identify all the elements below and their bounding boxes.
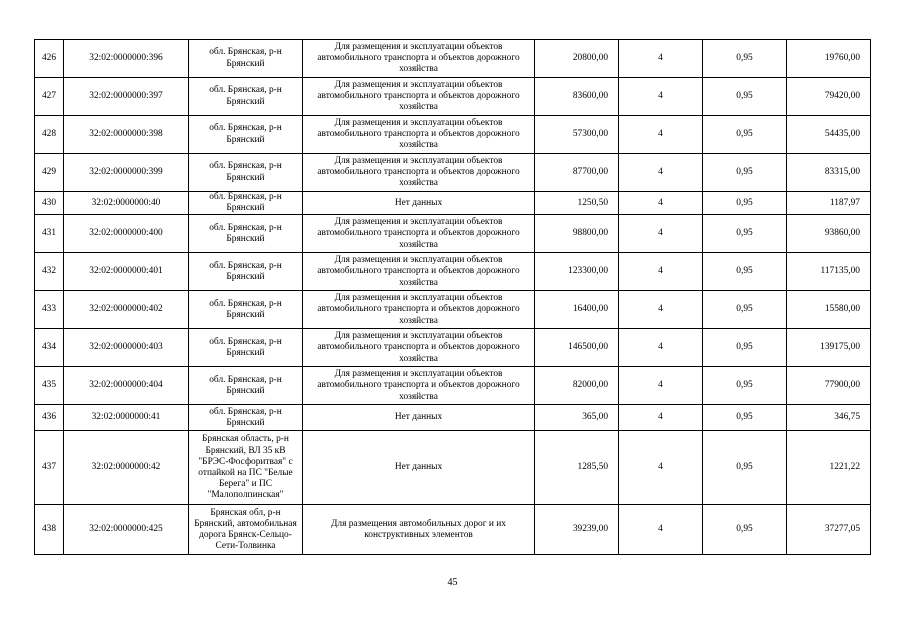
value-cell: 1221,22 [787,431,871,505]
table-row [35,329,871,367]
permitted-use-cell: Для размещения и эксплуатации объектов автомобильного транспорта и объектов дорожного хозяйства [303,329,535,367]
row-number-cell: 427 [35,78,64,116]
address-cell: Брянская обл, р-н Брянский, автомобильная дорога Брянск-Сельцо-Сети-Толвинка [189,505,303,555]
table-row [35,367,871,405]
group-cell: 4 [619,78,703,116]
value-cell: 139175,00 [787,329,871,367]
table-row [35,253,871,291]
address-cell: обл. Брянская, р-н Брянский [189,253,303,291]
group-cell: 4 [619,505,703,555]
area-cell: 1250,50 [535,192,619,215]
row-number-cell: 426 [35,40,64,78]
cadastral-number-cell: 32:02:0000000:40 [64,192,189,215]
value-cell: 15580,00 [787,291,871,329]
row-number-cell: 437 [35,431,64,505]
row-number-cell: 432 [35,253,64,291]
row-number-cell: 431 [35,215,64,253]
permitted-use-cell: Для размещения и эксплуатации объектов автомобильного транспорта и объектов дорожного хозяйства [303,78,535,116]
cadastral-number-cell: 32:02:0000000:404 [64,367,189,405]
value-cell: 1187,97 [787,192,871,215]
table-row [35,154,871,192]
address-cell: обл. Брянская, р-н Брянский [189,215,303,253]
value-cell: 117135,00 [787,253,871,291]
area-cell: 16400,00 [535,291,619,329]
group-cell: 4 [619,253,703,291]
area-cell: 83600,00 [535,78,619,116]
row-number-cell: 430 [35,192,64,215]
group-cell: 4 [619,291,703,329]
coefficient-cell: 0,95 [703,505,787,555]
address-cell: обл. Брянская, р-н Брянский [189,78,303,116]
area-cell: 20800,00 [535,40,619,78]
group-cell: 4 [619,367,703,405]
address-cell: обл. Брянская, р-н Брянский [189,116,303,154]
row-number-cell: 434 [35,329,64,367]
cadastral-number-cell: 32:02:0000000:403 [64,329,189,367]
group-cell: 4 [619,215,703,253]
coefficient-cell: 0,95 [703,253,787,291]
permitted-use-cell: Для размещения и эксплуатации объектов автомобильного транспорта и объектов дорожного хозяйства [303,40,535,78]
cadastral-number-cell: 32:02:0000000:41 [64,405,189,431]
area-cell: 82000,00 [535,367,619,405]
permitted-use-cell: Для размещения и эксплуатации объектов автомобильного транспорта и объектов дорожного хозяйства [303,154,535,192]
group-cell: 4 [619,405,703,431]
permitted-use-cell: Нет данных [303,431,535,505]
land-registry-table [34,39,871,555]
cadastral-number-cell: 32:02:0000000:425 [64,505,189,555]
coefficient-cell: 0,95 [703,367,787,405]
value-cell: 77900,00 [787,367,871,405]
value-cell: 83315,00 [787,154,871,192]
address-cell: обл. Брянская, р-н Брянский [189,367,303,405]
group-cell: 4 [619,116,703,154]
permitted-use-cell: Для размещения и эксплуатации объектов автомобильного транспорта и объектов дорожного хозяйства [303,215,535,253]
cadastral-number-cell: 32:02:0000000:400 [64,215,189,253]
coefficient-cell: 0,95 [703,431,787,505]
area-cell: 39239,00 [535,505,619,555]
cadastral-number-cell: 32:02:0000000:401 [64,253,189,291]
area-cell: 87700,00 [535,154,619,192]
table-row [35,505,871,555]
area-cell: 365,00 [535,405,619,431]
area-cell: 98800,00 [535,215,619,253]
value-cell: 346,75 [787,405,871,431]
value-cell: 19760,00 [787,40,871,78]
coefficient-cell: 0,95 [703,192,787,215]
row-number-cell: 428 [35,116,64,154]
table-row [35,192,871,215]
permitted-use-cell: Нет данных [303,405,535,431]
cadastral-number-cell: 32:02:0000000:398 [64,116,189,154]
group-cell: 4 [619,329,703,367]
row-number-cell: 438 [35,505,64,555]
cadastral-number-cell: 32:02:0000000:402 [64,291,189,329]
value-cell: 54435,00 [787,116,871,154]
cadastral-number-cell: 32:02:0000000:399 [64,154,189,192]
value-cell: 79420,00 [787,78,871,116]
coefficient-cell: 0,95 [703,40,787,78]
permitted-use-cell: Для размещения автомобильных дорог и их конструктивных элементов [303,505,535,555]
page-number: 45 [447,577,458,588]
cadastral-number-cell: 32:02:0000000:397 [64,78,189,116]
area-cell: 57300,00 [535,116,619,154]
permitted-use-cell: Нет данных [303,192,535,215]
group-cell: 4 [619,192,703,215]
address-cell: обл. Брянская, р-н Брянский [189,291,303,329]
row-number-cell: 435 [35,367,64,405]
permitted-use-cell: Для размещения и эксплуатации объектов автомобильного транспорта и объектов дорожного хозяйства [303,116,535,154]
group-cell: 4 [619,431,703,505]
area-cell: 123300,00 [535,253,619,291]
address-cell: обл. Брянская, р-н Брянский [189,40,303,78]
row-number-cell: 429 [35,154,64,192]
table-row [35,78,871,116]
permitted-use-cell: Для размещения и эксплуатации объектов автомобильного транспорта и объектов дорожного хозяйства [303,367,535,405]
table-row [35,431,871,505]
cadastral-number-cell: 32:02:0000000:42 [64,431,189,505]
area-cell: 1285,50 [535,431,619,505]
address-cell: обл. Брянская, р-н Брянский [189,154,303,192]
cadastral-number-cell: 32:02:0000000:396 [64,40,189,78]
table-row [35,291,871,329]
address-cell: Брянская область, р-н Брянский, ВЛ 35 кВ "БРЭС-Фосфоритвая" с отпайкой на ПС "Белые Берега" и ПС "Малополпинская" [189,431,303,505]
area-cell: 146500,00 [535,329,619,367]
group-cell: 4 [619,40,703,78]
table-row [35,405,871,431]
permitted-use-cell: Для размещения и эксплуатации объектов автомобильного транспорта и объектов дорожного хозяйства [303,253,535,291]
table-row [35,116,871,154]
row-number-cell: 436 [35,405,64,431]
coefficient-cell: 0,95 [703,116,787,154]
value-cell: 93860,00 [787,215,871,253]
group-cell: 4 [619,154,703,192]
coefficient-cell: 0,95 [703,405,787,431]
address-cell: обл. Брянская, р-н Брянский [189,405,303,431]
value-cell: 37277,05 [787,505,871,555]
address-cell: обл. Брянская, р-н Брянский [189,192,303,215]
permitted-use-cell: Для размещения и эксплуатации объектов автомобильного транспорта и объектов дорожного хозяйства [303,291,535,329]
table-row [35,215,871,253]
coefficient-cell: 0,95 [703,215,787,253]
table-row [35,40,871,78]
address-cell: обл. Брянская, р-н Брянский [189,329,303,367]
coefficient-cell: 0,95 [703,78,787,116]
table-body [35,40,871,555]
coefficient-cell: 0,95 [703,291,787,329]
coefficient-cell: 0,95 [703,154,787,192]
row-number-cell: 433 [35,291,64,329]
coefficient-cell: 0,95 [703,329,787,367]
